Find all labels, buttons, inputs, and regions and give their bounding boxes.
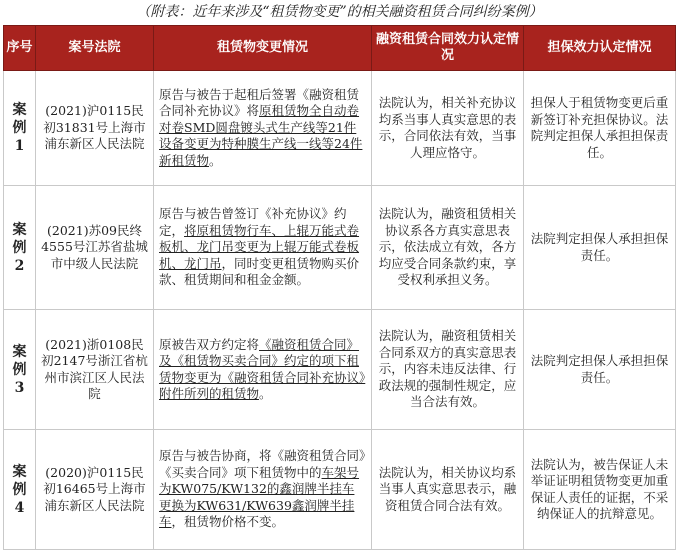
case-validity: 法院认为，相关补充协议均系当事人真实意思的表示，合同依法有效，当事人理应恪守。 (372, 71, 524, 186)
case-index: 案 例 2 (4, 186, 36, 310)
header-guarantee: 担保效力认定情况 (524, 26, 676, 71)
case-validity: 法院认为，相关协议均系当事人真实意思表示，融资租赁合同合法有效。 (372, 430, 524, 550)
table-header-row (4, 26, 676, 71)
case-guarantee: 法院判定担保人承担担保责任。 (524, 186, 676, 310)
case-validity: 法院认为，融资租赁相关合同系双方的真实意思表示，内容未违反法律、行政法规的强制性规定，应当合法有效。 (372, 310, 524, 430)
case-table (3, 25, 676, 550)
case-validity: 法院认为，融资租赁相关协议系各方真实意思表示，依法成立有效，各方均应受合同条款约束，享受权利承担义务。 (372, 186, 524, 310)
table-caption: （附表：近年来涉及“租赁物变更”的相关融资租赁合同纠纷案例） (136, 4, 543, 20)
case-change: 原告与被告于起租后签署《融资租赁合同补充协议》将原租赁物全自动卷对卷SMD圆盘镀头式生产线等21件设备变更为特种膜生产线一线等24件新租赁物。 (154, 71, 372, 186)
table-row (4, 71, 676, 186)
case-guarantee: 法院判定担保人承担担保责任。 (524, 310, 676, 430)
case-court: (2021)沪0115民初31831号上海市浦东新区人民法院 (36, 71, 154, 186)
case-change: 原告与被告曾签订《补充协议》约定，将原租赁物行车、上辊万能式卷板机、龙门吊变更为上辊万能式卷板机、龙门吊，同时变更租赁物购买价款、租赁期间和租金金额。 (154, 186, 372, 310)
case-court: (2021)浙0108民初2147号浙江省杭州市滨江区人民法院 (36, 310, 154, 430)
case-court: (2020)沪0115民初16465号上海市浦东新区人民法院 (36, 430, 154, 550)
case-index: 案 例 3 (4, 310, 36, 430)
case-change: 原告与被告协商，将《融资租赁合同》《买卖合同》项下租赁物中的车架号为KW075/KW132的鑫润牌半挂车更换为KW631/KW639鑫润牌半挂车，租赁物价格不变。 (154, 430, 372, 550)
header-index: 序号 (4, 26, 36, 71)
case-court: (2021)苏09民终4555号江苏省盐城市中级人民法院 (36, 186, 154, 310)
header-validity: 融资租赁合同效力认定情况 (372, 26, 524, 71)
table-row (4, 310, 676, 430)
table-row (4, 186, 676, 310)
table-row (4, 430, 676, 550)
header-change: 租赁物变更情况 (154, 26, 372, 71)
header-court: 案号法院 (36, 26, 154, 71)
case-guarantee: 担保人于租赁物变更后重新签订补充担保协议。法院判定担保人承担担保责任。 (524, 71, 676, 186)
case-index: 案 例 4 (4, 430, 36, 550)
case-change: 原被告双方约定将《融资租赁合同》及《租赁物买卖合同》约定的项下租赁物变更为《融资租赁合同补充协议》附件所列的租赁物。 (154, 310, 372, 430)
case-guarantee: 法院认为，被告保证人未举证证明租赁物变更加重保证人责任的证据，不采纳保证人的抗辩意见。 (524, 430, 676, 550)
case-index: 案 例 1 (4, 71, 36, 186)
